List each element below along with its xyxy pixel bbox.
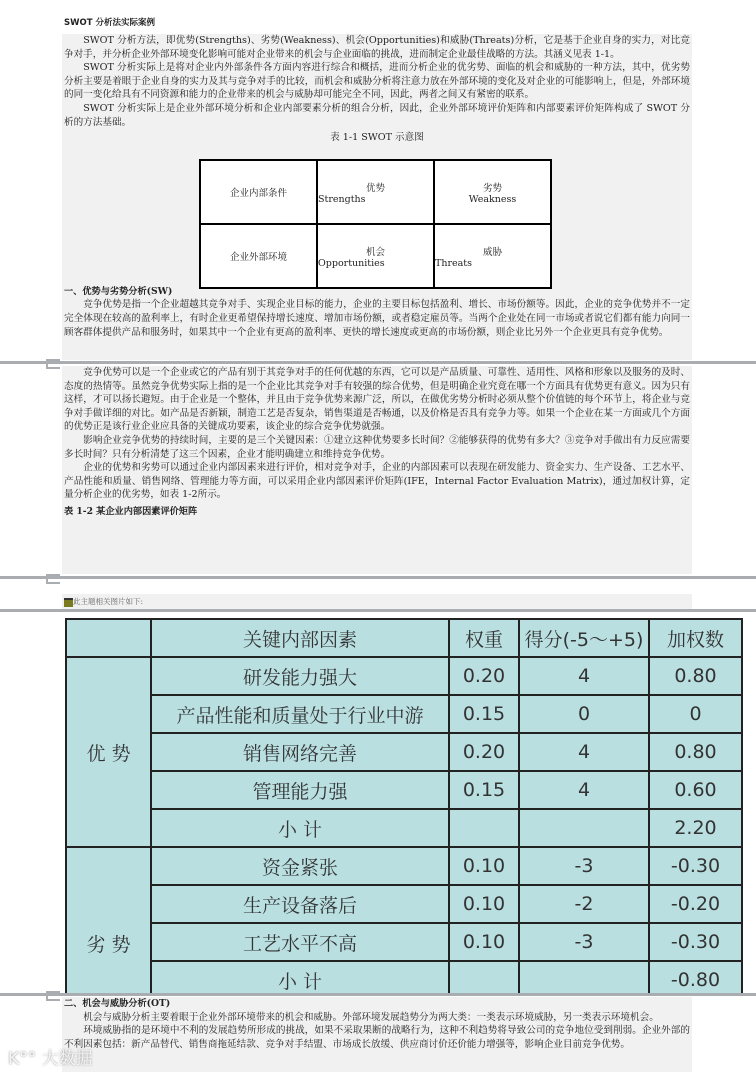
ife-image [60,612,750,993]
table-row: 销售网络完善 0.20 4 0.80 [66,733,742,771]
section2-paragraph: 环境威胁指的是环境中不利的发展趋势所形成的挑战，如果不采取果断的战略行为，这种不利趋势将导致公司的竞争地位受到削弱。企业外部的不利因素包括：新产品替代、销售商拖延结款、竞争对手结盟、市场成长放缓、供应商讨价还价能力增强等，影响企业目前竞争优势。 [64,1025,690,1050]
swot-table [199,159,552,289]
header-weight: 权重 [449,619,519,657]
page-break-handle [46,574,60,584]
intro-paragraph: SWOT 分析方法，即优势(Strengths)、劣势(Weakness)、机会(Opportunities)和威胁(Threats)分析，它是基于企业自身的实力，对比竞争对手，并分析企业外部环境变化影响可能对企业带来的机会与企业面临的挑战，进而制定企业最佳战略的方法。其涵义见表 1-1。 [64,35,690,60]
section1-heading: 一、优势与劣势分析(SW) [64,285,173,297]
table-row: 生产设备落后 0.10 -2 -0.20 [66,885,742,923]
threats-cell: 威胁 Threats [434,224,551,288]
weakness-label: 劣 势 [66,847,151,993]
section2-paragraph: 机会与威胁分析主要着眼于企业外部环境带来的机会和威胁。外部环境发展趋势分为两大类：一类表示环境威胁，另一类表示环境机会。 [83,1011,659,1023]
internal-label: 企业内部条件 [200,160,317,224]
table1-caption: 表 1-1 SWOT 示意图 [330,132,424,144]
ife-table [65,618,743,993]
section1-paragraph: 企业的优势和劣势可以通过企业内部因素来进行评价，相对竞争对手，企业的内部因素可以表现在研发能力、资金实力、生产设备、工艺水平、产品性能和质量、销售网络、管理能力等方面，可以采用企业内部因素评价矩阵(IFE，Internal Factor Evaluation Matrix)，通过加权计算，定量分析企业的优劣势，如表 1-2所示。 [64,462,690,501]
watermark-logo: K°° 大数据 [8,1049,93,1069]
subtotal-row: 小 计 -0.80 [66,961,742,993]
section1-paragraph: 影响企业竞争优势的持续时间，主要的是三个关键因素：①建立这种优势要多长时间？②能够获得的优势有多大？③竞争对手做出有力反应需要多长时间？只有分析清楚了这三个因素，企业才能明确建立和维持竞争优势。 [64,434,690,460]
section2-heading: 二、机会与威胁分析(OT) [64,998,171,1009]
section1-paragraph: 竞争优势是指一个企业超越其竞争对手、实现企业目标的能力，企业的主要目标包括盈利、增长、市场份额等。因此，企业的竞争优势并不一定完全体现在较高的盈利率上，有时企业更希望保持增长速度、增加市场份额，或者稳定雇员等。当两个企业处在同一市场或者说它们都有能力向同一顾客群体提供产品和服务时，如果其中一个企业有更高的盈利率、更快的增长速度或更高的市场份额，则企业比另外一个企业更具有竞争优势。 [64,299,690,338]
image-note: 此主题相关图片如下: [73,597,144,606]
strengths-label: 优 势 [66,657,151,847]
page-separator [0,361,756,364]
table-row: 劣 势 资金紧张 0.10 -3 -0.30 [66,847,742,885]
table-row: 管理能力强 0.15 4 0.60 [66,771,742,809]
strengths-cell: 优势 Strengths [317,160,434,224]
section1-paragraph: 竞争优势可以是一个企业或它的产品有别于其竞争对手的任何优越的东西，它可以是产品质量、可靠性、适用性、风格和形象以及服务的及时、态度的热情等。虽然竞争优势实际上指的是一个企业比其竞争对手有较强的综合优势，但是明确企业究竟在哪一个方面具有优势更有意义。因为只有这样，才可以扬长避短。由于企业是一个整体，并且由于竞争优势来源广泛，所以，在做优劣势分析时必须从整个价值链的每个环节上，将企业与竞争对手做详细的对比。如产品是否新颖，制造工艺是否复杂，销售渠道是否畅通，以及价格是否具有竞争力等。如果一个企业在某一方面或几个方面的优势正是该行业企业应具备的关键成功要素，该企业的综合竞争优势就强。 [64,367,690,433]
table-header [66,619,742,657]
page-section-2 [62,366,692,574]
table-row: 产品性能和质量处于行业中游 0.15 0 0 [66,695,742,733]
image-icon [64,598,73,607]
subtotal-row: 小 计 2.20 [66,809,742,847]
image-note-bar [62,594,692,610]
page-break-handle [46,359,60,369]
page-separator [0,993,756,996]
opportunities-cell: 机会 Opportunities [317,224,434,288]
header-weighted: 加权数 [649,619,742,657]
weakness-cell: 劣势 Weakness [434,160,551,224]
table2-caption: 表 1-2 某企业内部因素评价矩阵 [64,505,198,517]
intro-paragraph: SWOT 分析实际上是将对企业内外部条件各方面内容进行综合和概括，进而分析企业的优劣势、面临的机会和威胁的一种方法，其中，优劣势分析主要是着眼于企业自身的实力及其与竞争对手的比较，而机会和威胁分析将注意力放在外部环境的变化及对企业的可能影响上，但是，外部环境的同一变化给具有不同资源和能力的企业带来的机会与威胁却可能完全不同，因此，两者之间又有紧密的联系。 [64,62,690,101]
page-break-handle [46,991,60,1001]
table-row: 工艺水平不高 0.10 -3 -0.30 [66,923,742,961]
table-row: 优 势 研发能力强大 0.20 4 0.80 [66,657,742,695]
header-factor: 关键内部因素 [151,619,449,657]
page-separator [0,576,756,579]
header-score: 得分(-5～+5) [519,619,649,657]
intro-paragraph: SWOT 分析实际上是企业外部环境分析和企业内部要素分析的组合分析，因此，企业外部环境评价矩阵和内部要素评价矩阵构成了 SWOT 分析的方法基础。 [64,102,690,128]
page-section-4 [62,997,692,1072]
external-label: 企业外部环境 [200,224,317,288]
doc-title: SWOT 分析法实际案例 [64,18,155,28]
